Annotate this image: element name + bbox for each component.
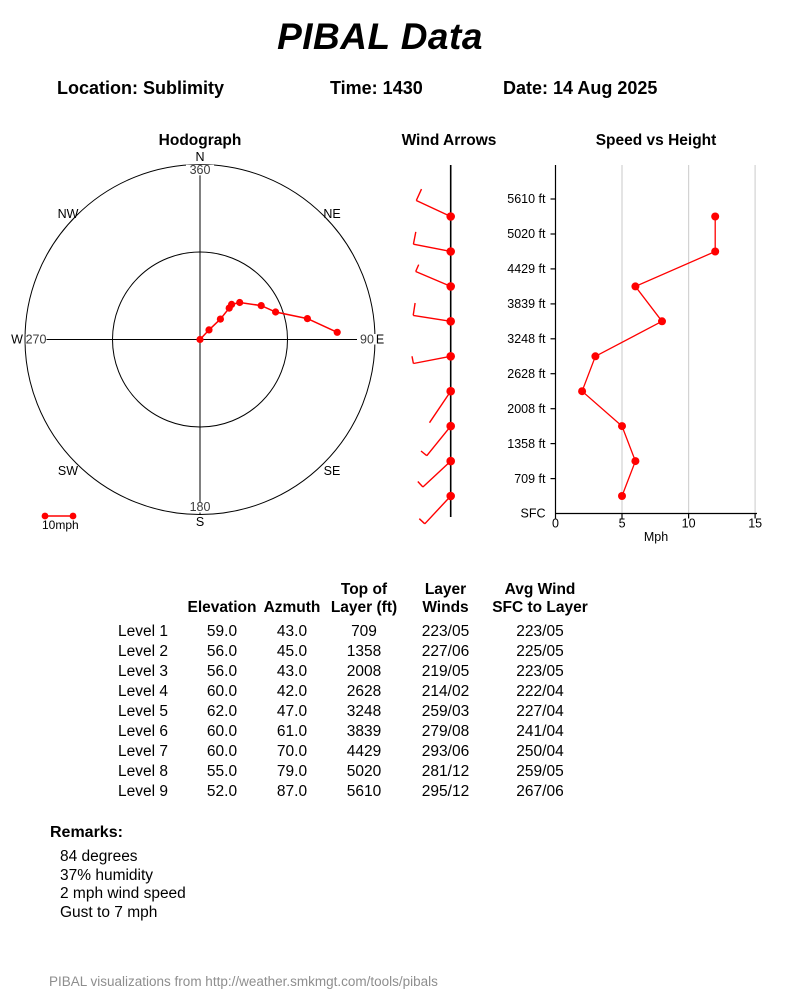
wind-barb-point (446, 317, 455, 326)
charts-canvas (0, 130, 800, 560)
speed-curve-point (578, 387, 586, 395)
compass-label-ne: NE (323, 207, 341, 221)
levels-table (105, 581, 590, 802)
wind-barb-tick (413, 232, 415, 244)
table-row-label: Level 2 (118, 643, 168, 660)
y-tick-label: 2008 ft (507, 401, 546, 416)
wind-barb-point (446, 247, 455, 256)
table-cell: 3839 (346, 723, 382, 740)
table-cell: 5610 (346, 783, 382, 800)
wind-arrows-chart-title: Wind Arrows (401, 132, 497, 149)
degree-label-360: 360 (189, 163, 211, 177)
compass-label-s: S (195, 515, 205, 529)
table-row-label: Level 6 (118, 723, 168, 740)
speed-curve-point (711, 213, 719, 221)
table-row-label: Level 8 (118, 763, 168, 780)
y-tick-label: 2628 ft (507, 366, 546, 381)
wind-barb (416, 189, 455, 221)
table-cell: 2008 (346, 663, 382, 680)
y-tick-label: 4429 ft (507, 262, 546, 277)
table-cell: 709 (351, 623, 377, 640)
table-cell: 47.0 (276, 703, 308, 720)
table-cell: 56.0 (206, 643, 238, 660)
table-cell: 60.0 (206, 683, 238, 700)
date-label: Date: 14 Aug 2025 (503, 78, 658, 98)
x-tick-label: 0 (552, 516, 559, 531)
y-tick-label: 5020 ft (507, 227, 546, 242)
table-cell: 223/05 (516, 663, 564, 680)
speed-curve-point (631, 282, 639, 290)
wind-barb-staff (413, 356, 450, 363)
table-cell: 267/06 (516, 783, 564, 800)
hodograph-track-point (334, 329, 341, 336)
table-cell: 60.0 (206, 743, 238, 760)
y-tick-label: 709 ft (514, 471, 546, 486)
hodograph-track-point (236, 299, 243, 306)
wind-barb-tick (418, 482, 423, 488)
degree-label-180: 180 (189, 500, 211, 514)
wind-barb-point (446, 422, 455, 431)
table-cell: 222/04 (516, 683, 564, 700)
degree-label-90: 90 (360, 332, 374, 347)
wind-barb-staff (423, 461, 451, 487)
table-cell: 250/04 (516, 743, 564, 760)
x-tick-label: 5 (618, 516, 626, 531)
hodograph-track-point (272, 308, 279, 315)
table-cell: 61.0 (276, 723, 308, 740)
compass-label-sw: SW (57, 464, 79, 478)
y-tick-label: SFC (520, 506, 546, 521)
table-row-label: Level 3 (118, 663, 168, 680)
table-cell: 227/06 (421, 643, 470, 660)
wind-barb-tick (416, 265, 419, 272)
table-header-col2: Azmuth (263, 599, 321, 616)
table-cell: 4429 (346, 743, 382, 760)
table-cell: 295/12 (421, 783, 470, 800)
table-header-col0 (105, 581, 187, 622)
degree-label-270: 270 (25, 332, 47, 347)
table-cell: 55.0 (206, 763, 238, 780)
compass-label-se: SE (323, 464, 341, 478)
y-tick-label: 1358 ft (507, 436, 546, 451)
speed-curve-point (591, 352, 599, 360)
speed-height-chart-title: Speed vs Height (595, 132, 717, 149)
wind-arrows-plot (412, 165, 455, 524)
table-cell: 79.0 (276, 763, 308, 780)
compass-label-e: E (375, 332, 385, 347)
y-tick-label: 3839 ft (507, 297, 546, 312)
speed-curve-point (618, 422, 626, 430)
table-cell: 56.0 (206, 663, 238, 680)
wind-barb-staff (413, 315, 451, 321)
x-axis-title: Mph (643, 530, 669, 544)
table-row-label: Level 7 (118, 743, 168, 760)
wind-barb-tick (421, 451, 427, 456)
hodograph-legend-label: 10mph (42, 518, 79, 532)
table-row-label: Level 4 (118, 683, 168, 700)
table-cell: 259/05 (516, 763, 564, 780)
location-label: Location: Sublimity (57, 78, 225, 98)
wind-barb-point (446, 492, 455, 501)
wind-barb-tick (416, 189, 421, 200)
table-cell: 59.0 (206, 623, 238, 640)
table-row-label: Level 1 (118, 623, 168, 640)
table-cell: 214/02 (421, 683, 470, 700)
speed-height-plot (507, 165, 762, 544)
x-tick-label: 10 (681, 516, 696, 531)
table-cell: 281/12 (421, 763, 470, 780)
table-cell: 43.0 (276, 663, 308, 680)
table-cell: 87.0 (276, 783, 308, 800)
table-cell: 62.0 (206, 703, 238, 720)
wind-barb (419, 492, 455, 524)
wind-barb-tick (419, 519, 425, 524)
wind-barb-staff (416, 201, 450, 217)
wind-barb-staff (430, 391, 451, 422)
table-cell: 219/05 (421, 663, 470, 680)
y-tick-label: 5610 ft (507, 192, 546, 207)
hodograph-track-point (228, 301, 235, 308)
wind-barb-point (446, 352, 455, 361)
remarks-items (60, 848, 186, 923)
table-cell: 42.0 (276, 683, 308, 700)
hodograph-track-point (258, 302, 265, 309)
table-header-col5: Avg Wind SFC to Layer (492, 581, 588, 616)
wind-barb-staff (425, 496, 451, 524)
table-cell: 43.0 (276, 623, 308, 640)
wind-barb-point (446, 387, 455, 396)
table-cell: 1358 (346, 643, 382, 660)
wind-barb-point (446, 212, 455, 221)
wind-barb-tick (413, 303, 415, 315)
remark-item: Gust to 7 mph (60, 904, 158, 922)
wind-barb (416, 265, 455, 291)
speed-curve-line (582, 217, 715, 497)
table-row-label: Level 5 (118, 703, 168, 720)
remark-item: 2 mph wind speed (60, 885, 186, 903)
table-cell: 2628 (346, 683, 382, 700)
hodograph-chart-title: Hodograph (158, 132, 242, 149)
table-cell: 223/05 (516, 623, 564, 640)
table-cell: 5020 (346, 763, 382, 780)
speed-curve-point (618, 492, 626, 500)
speed-curve-point (631, 457, 639, 465)
wind-barb-point (446, 282, 455, 291)
remark-item: 37% humidity (60, 866, 154, 884)
table-cell: 3248 (346, 703, 382, 720)
table-cell: 227/04 (516, 703, 564, 720)
wind-barb-point (446, 457, 455, 466)
remarks-heading: Remarks: (50, 824, 123, 841)
table-header-col3: Top of Layer (ft) (330, 581, 398, 616)
footer-attribution: PIBAL visualizations from http://weather.smkmgt.com/tools/pibals (49, 974, 438, 989)
table-row-label: Level 9 (118, 783, 168, 800)
table-header-col4: Layer Winds (422, 581, 469, 616)
remarks-section (50, 824, 186, 923)
x-tick-label: 15 (748, 516, 763, 531)
table-header-col1: Elevation (187, 599, 257, 616)
hodograph-track-point (205, 326, 212, 333)
table-cell: 223/05 (421, 623, 470, 640)
wind-barb (418, 457, 455, 487)
wind-barb-staff (413, 244, 450, 251)
hodograph-track-point (304, 315, 311, 322)
table-cell: 225/05 (516, 643, 564, 660)
time-label: Time: 1430 (330, 78, 423, 98)
wind-barb (412, 352, 455, 364)
compass-label-w: W (11, 332, 23, 347)
table-cell: 52.0 (206, 783, 238, 800)
wind-barb (413, 303, 455, 326)
speed-curve-point (658, 317, 666, 325)
table-cell: 60.0 (206, 723, 238, 740)
page-title: PIBAL Data (277, 16, 483, 57)
table-cell: 45.0 (276, 643, 308, 660)
hodograph-plot (11, 150, 384, 532)
wind-barb (413, 232, 455, 256)
wind-barb-tick (412, 356, 413, 363)
compass-label-nw: NW (57, 207, 79, 221)
table-cell: 70.0 (276, 743, 308, 760)
wind-barb-staff (427, 426, 451, 456)
table-cell: 293/06 (421, 743, 470, 760)
table-cell: 241/04 (516, 723, 564, 740)
remark-item: 84 degrees (60, 848, 138, 865)
table-cell: 259/03 (421, 703, 470, 720)
hodograph-track-point (196, 336, 203, 343)
y-tick-label: 3248 ft (507, 332, 546, 346)
wind-barb-staff (416, 272, 451, 287)
table-cell: 279/08 (421, 723, 470, 740)
compass-label-n: N (195, 150, 205, 164)
speed-curve-point (711, 248, 719, 256)
hodograph-track-point (217, 316, 224, 323)
